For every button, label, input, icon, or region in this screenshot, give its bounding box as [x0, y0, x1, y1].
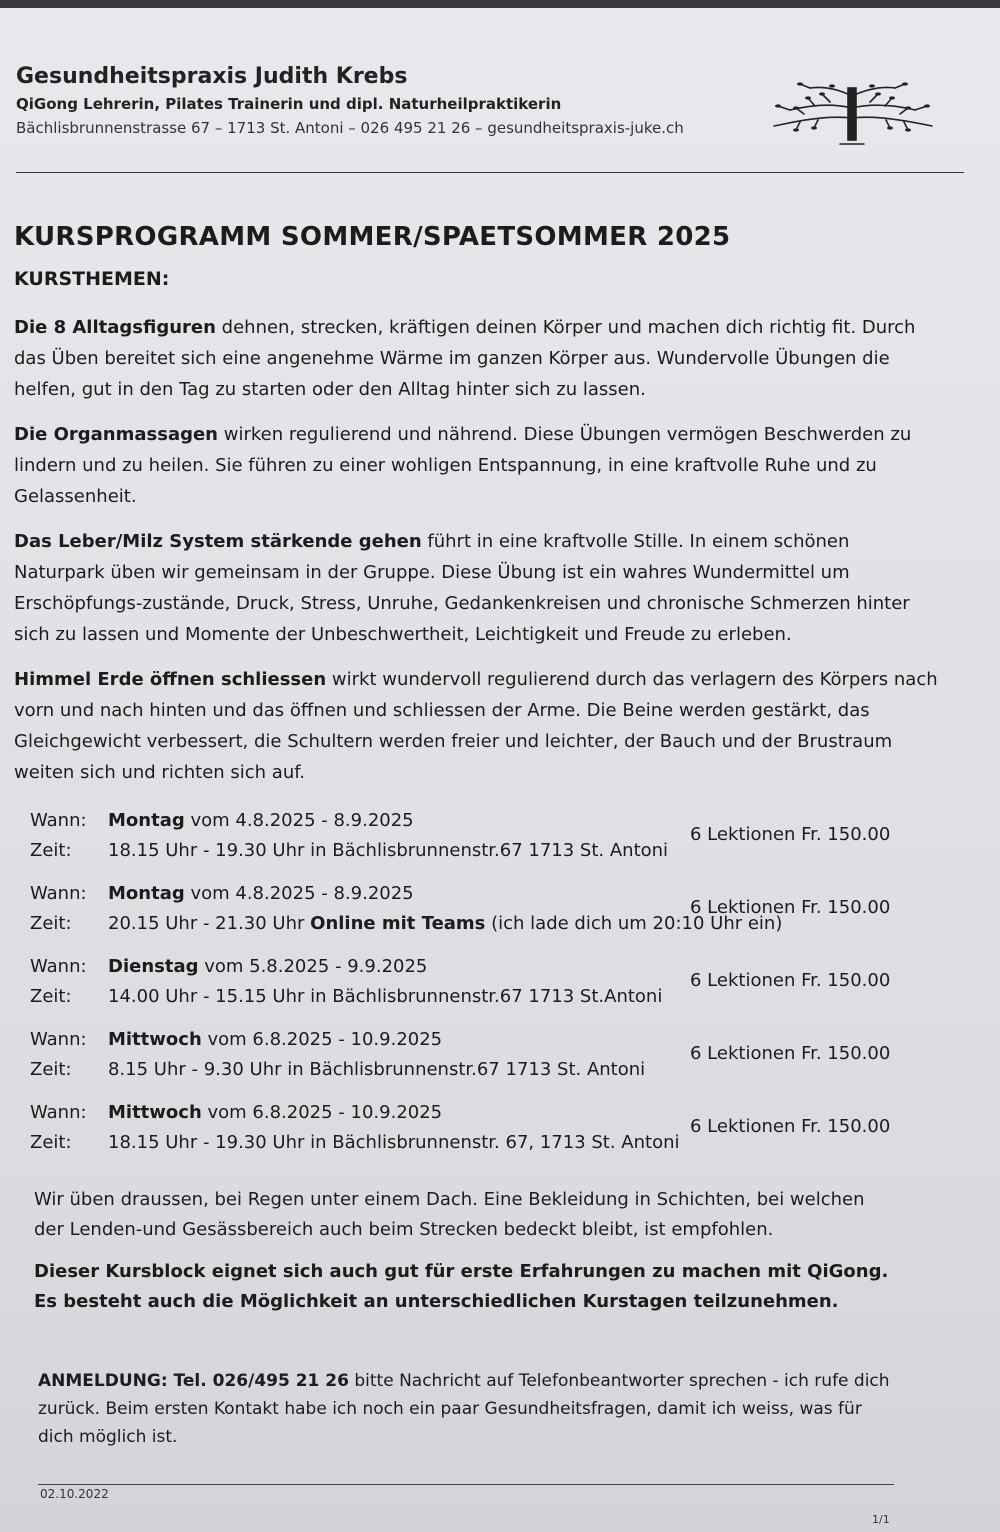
- practice-address: Bächlisbrunnenstrasse 67 – 1713 St. Antoni – 026 495 21 26 – gesundheitspraxis-juke.ch: [16, 119, 684, 137]
- time-label: Zeit:: [30, 986, 72, 1007]
- topic-name: Die Organmassagen: [14, 424, 218, 445]
- course-entry: [14, 1029, 944, 1102]
- topic-paragraph: [14, 419, 944, 512]
- course-time: 18.15 Uhr - 19.30 Uhr in Bächlisbrunnenstr.67 1713 St. Antoni: [108, 840, 669, 861]
- tree-icon: [770, 74, 935, 146]
- time-label: Zeit:: [30, 1132, 72, 1153]
- course-price: 6 Lektionen Fr. 150.00: [690, 897, 891, 918]
- course-entry: [14, 1102, 944, 1175]
- course-day: Montag: [108, 883, 185, 904]
- course-entry: [14, 956, 944, 1029]
- when-label: Wann:: [30, 1102, 87, 1123]
- topic-name: Das Leber/Milz System stärkende gehen: [14, 531, 422, 552]
- registration-phone: ANMELDUNG: Tel. 026/495 21 26: [38, 1371, 349, 1391]
- course-price: 6 Lektionen Fr. 150.00: [690, 1043, 891, 1064]
- when-label: Wann:: [30, 810, 87, 831]
- when-label: Wann:: [30, 1029, 87, 1050]
- page-title: KURSPROGRAMM SOMMER/SPAETSOMMER 2025: [14, 222, 731, 252]
- when-label: Wann:: [30, 883, 87, 904]
- course-time: 18.15 Uhr - 19.30 Uhr in Bächlisbrunnenstr. 67, 1713 St. Antoni: [108, 1132, 680, 1153]
- main-content: [14, 222, 944, 1451]
- header-divider: [16, 172, 964, 173]
- topic-description: führt in eine kraftvolle Stille. In einem schönen Naturpark üben wir gemeinsam in der Gruppe. Diese Übung ist ein wahres Wundermittel um Erschöpfungs-zustände, Druck, Stress, Unruhe, Gedankenkreisen und chronische Schmerzen hinter sich zu lassen und Momente der Unbeschwertheit, Leichtigkeit und Freude zu erleben.: [14, 531, 910, 645]
- page-number: 1/1: [872, 1513, 890, 1526]
- beginner-note: Dieser Kursblock eignet sich auch gut für erste Erfahrungen zu machen mit QiGong. Es besteht auch die Möglichkeit an unterschiedlichen Kurstagen teilzunehmen.: [34, 1261, 889, 1312]
- registration-text: bitte Nachricht auf Telefonbeantworter sprechen - ich rufe dich zurück. Beim ersten Kontakt habe ich noch ein paar Gesundheitsfragen, damit ich weiss, was für dich möglich ist.: [38, 1371, 890, 1447]
- time-label: Zeit:: [30, 840, 72, 861]
- topic-paragraph: [14, 664, 944, 788]
- time-label: Zeit:: [30, 1059, 72, 1080]
- course-day: Mittwoch: [108, 1102, 202, 1123]
- time-label: Zeit:: [30, 913, 72, 934]
- course-dates: vom 6.8.2025 - 10.9.2025: [201, 1029, 443, 1050]
- topic-name: Die 8 Alltagsfiguren: [14, 317, 216, 338]
- footer-date: 02.10.2022: [40, 1487, 109, 1501]
- topic-paragraph: [14, 312, 944, 405]
- topic-description: wirkt wundervoll regulierend durch das verlagern des Körpers nach vorn und nach hinten und das öffnen und schliessen der Arme. Die Beine werden gestärkt, das Gleichgewicht verbessert, die Schultern werden freier und leichter, der Bauch und der Brustraum weiten sich und richten sich auf.: [14, 669, 938, 783]
- course-time: 14.00 Uhr - 15.15 Uhr in Bächlisbrunnenstr.67 1713 St.Antoni: [108, 986, 663, 1007]
- course-entry: [14, 883, 944, 956]
- course-dates: vom 6.8.2025 - 10.9.2025: [201, 1102, 443, 1123]
- course-online: Online mit Teams: [310, 913, 486, 934]
- registration-info: [38, 1367, 898, 1451]
- course-day: Montag: [108, 810, 185, 831]
- course-price: 6 Lektionen Fr. 150.00: [690, 1116, 891, 1137]
- course-price: 6 Lektionen Fr. 150.00: [690, 970, 891, 991]
- course-price: 6 Lektionen Fr. 150.00: [690, 824, 891, 845]
- course-entry: [14, 810, 944, 883]
- course-time-note: (ich lade dich um 20:10 Uhr ein): [485, 913, 783, 934]
- topic-description: dehnen, strecken, kräftigen deinen Körper und machen dich richtig fit. Durch das Üben bereitet sich eine angenehme Wärme im ganzen Körper aus. Wundervolle Übungen die helfen, gut in den Tag zu starten oder den Alltag hinter sich zu lassen.: [14, 317, 916, 400]
- topic-paragraph: [14, 526, 944, 650]
- course-dates: vom 4.8.2025 - 8.9.2025: [184, 810, 414, 831]
- course-dates: vom 4.8.2025 - 8.9.2025: [184, 883, 414, 904]
- footer-divider: [38, 1484, 894, 1485]
- topic-description: wirken regulierend und nährend. Diese Übungen vermögen Beschwerden zu lindern und zu heilen. Sie führen zu einer wohligen Entspannung, in eine kraftvolle Ruhe und zu Gelassenheit.: [14, 424, 912, 507]
- course-day: Dienstag: [108, 956, 199, 977]
- practice-name: Gesundheitspraxis Judith Krebs: [16, 64, 408, 89]
- topic-name: Himmel Erde öffnen schliessen: [14, 669, 327, 690]
- course-dates: vom 5.8.2025 - 9.9.2025: [198, 956, 428, 977]
- clothing-note: Wir üben draussen, bei Regen unter einem Dach. Eine Bekleidung in Schichten, bei welchen der Lenden-und Gesässbereich auch beim Strecken bedeckt bleibt, ist empfohlen.: [34, 1189, 865, 1240]
- section-heading: KURSTHEMEN:: [14, 268, 170, 290]
- course-day: Mittwoch: [108, 1029, 202, 1050]
- course-time: 20.15 Uhr - 21.30 Uhr: [108, 913, 311, 934]
- practice-role: QiGong Lehrerin, Pilates Trainerin und dipl. Naturheilpraktikerin: [16, 95, 562, 113]
- course-time: 8.15 Uhr - 9.30 Uhr in Bächlisbrunnenstr.67 1713 St. Antoni: [108, 1059, 646, 1080]
- when-label: Wann:: [30, 956, 87, 977]
